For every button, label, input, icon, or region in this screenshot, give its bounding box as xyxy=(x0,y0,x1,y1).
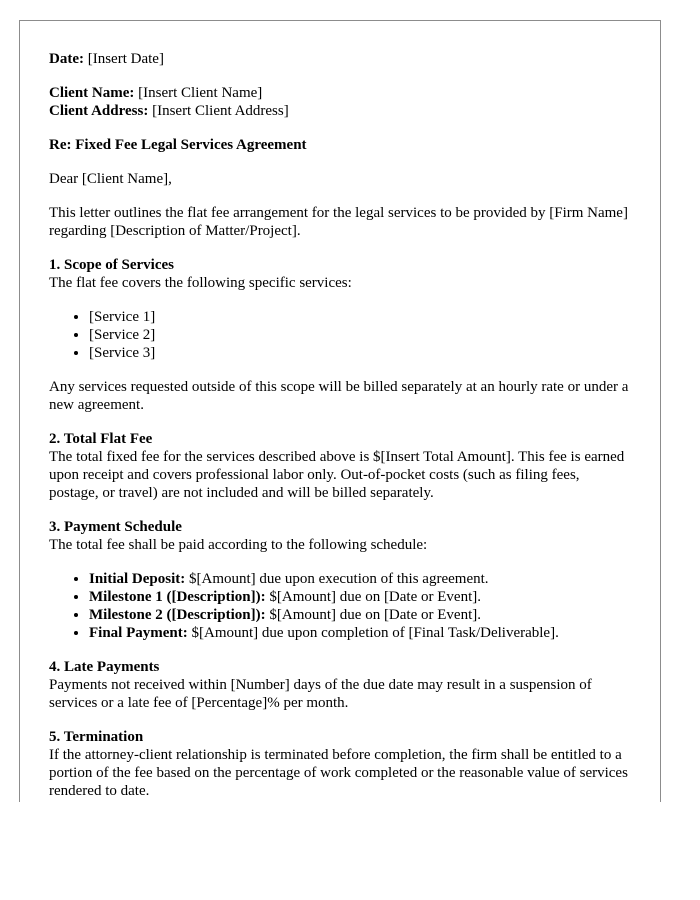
late-text: Payments not received within [Number] days of the due date may result in a suspension of services or a late fee of [Percentage]% per month. xyxy=(49,677,592,711)
fee-heading: 2. Total Flat Fee xyxy=(49,431,153,447)
payment-item-text: $[Amount] due on [Date or Event]. xyxy=(265,589,481,605)
list-item: • [Service 2] xyxy=(89,326,631,344)
subject-line xyxy=(49,136,631,154)
client-address-line xyxy=(49,102,631,120)
client-address-value: [Insert Client Address] xyxy=(152,103,289,119)
date-line xyxy=(49,50,631,68)
client-info xyxy=(49,84,631,120)
list-item xyxy=(89,606,631,624)
payment-item-label: Initial Deposit: xyxy=(89,571,186,587)
payment-section xyxy=(49,518,631,554)
client-name-line xyxy=(49,84,631,102)
scope-section xyxy=(49,256,631,292)
fee-text: The total fixed fee for the services described above is $[Insert Total Amount]. This fee is earned upon receipt and covers professional labor only. Out-of-pocket costs (such as filing fees, postage, or travel) are not included and will be billed separately. xyxy=(49,449,625,501)
client-name-label: Client Name: xyxy=(49,85,135,101)
client-name-value: [Insert Client Name] xyxy=(138,85,263,101)
salutation: Dear [Client Name], xyxy=(49,171,172,187)
list-item xyxy=(89,624,631,642)
date-label: Date: xyxy=(49,51,84,67)
payment-heading: 3. Payment Schedule xyxy=(49,519,182,535)
payment-item-text: $[Amount] due on [Date or Event]. xyxy=(265,607,481,623)
list-item: • [Service 1] xyxy=(89,308,631,326)
client-address-label: Client Address: xyxy=(49,103,149,119)
termination-heading: 5. Termination xyxy=(49,729,144,745)
list-item xyxy=(89,570,631,588)
scope-after-paragraph: Any services requested outside of this scope will be billed separately at an hourly rate or under a new agreement. xyxy=(49,379,629,413)
payment-list xyxy=(49,570,631,642)
payment-item-text: $[Amount] due upon completion of [Final Task/Deliverable]. xyxy=(187,625,559,641)
late-heading: 4. Late Payments xyxy=(49,659,160,675)
payment-item-label: Milestone 1 ([Description]): xyxy=(89,589,266,605)
scope-text: The flat fee covers the following specific services: xyxy=(49,275,352,291)
fee-section xyxy=(49,430,631,502)
termination-section xyxy=(49,728,631,800)
scope-list xyxy=(49,308,631,362)
payment-item-text: $[Amount] due upon execution of this agreement. xyxy=(185,571,489,587)
payment-text: The total fee shall be paid according to the following schedule: xyxy=(49,537,428,553)
scope-heading: 1. Scope of Services xyxy=(49,257,174,273)
intro-paragraph: This letter outlines the flat fee arrangement for the legal services to be provided by [Firm Name] regarding [Description of Matter/Project]. xyxy=(49,205,628,239)
payment-item-label: Milestone 2 ([Description]): xyxy=(89,607,266,623)
list-item xyxy=(89,588,631,606)
list-item: • [Service 3] xyxy=(89,344,631,362)
payment-item-label: Final Payment: xyxy=(89,625,188,641)
termination-text: If the attorney-client relationship is terminated before completion, the firm shall be entitled to a portion of the fee based on the percentage of work completed or the reasonable value of services rendered to date. xyxy=(49,747,628,799)
letter-page xyxy=(19,20,661,802)
late-section xyxy=(49,658,631,712)
subject: Re: Fixed Fee Legal Services Agreement xyxy=(49,137,307,153)
date-value: [Insert Date] xyxy=(87,51,164,67)
